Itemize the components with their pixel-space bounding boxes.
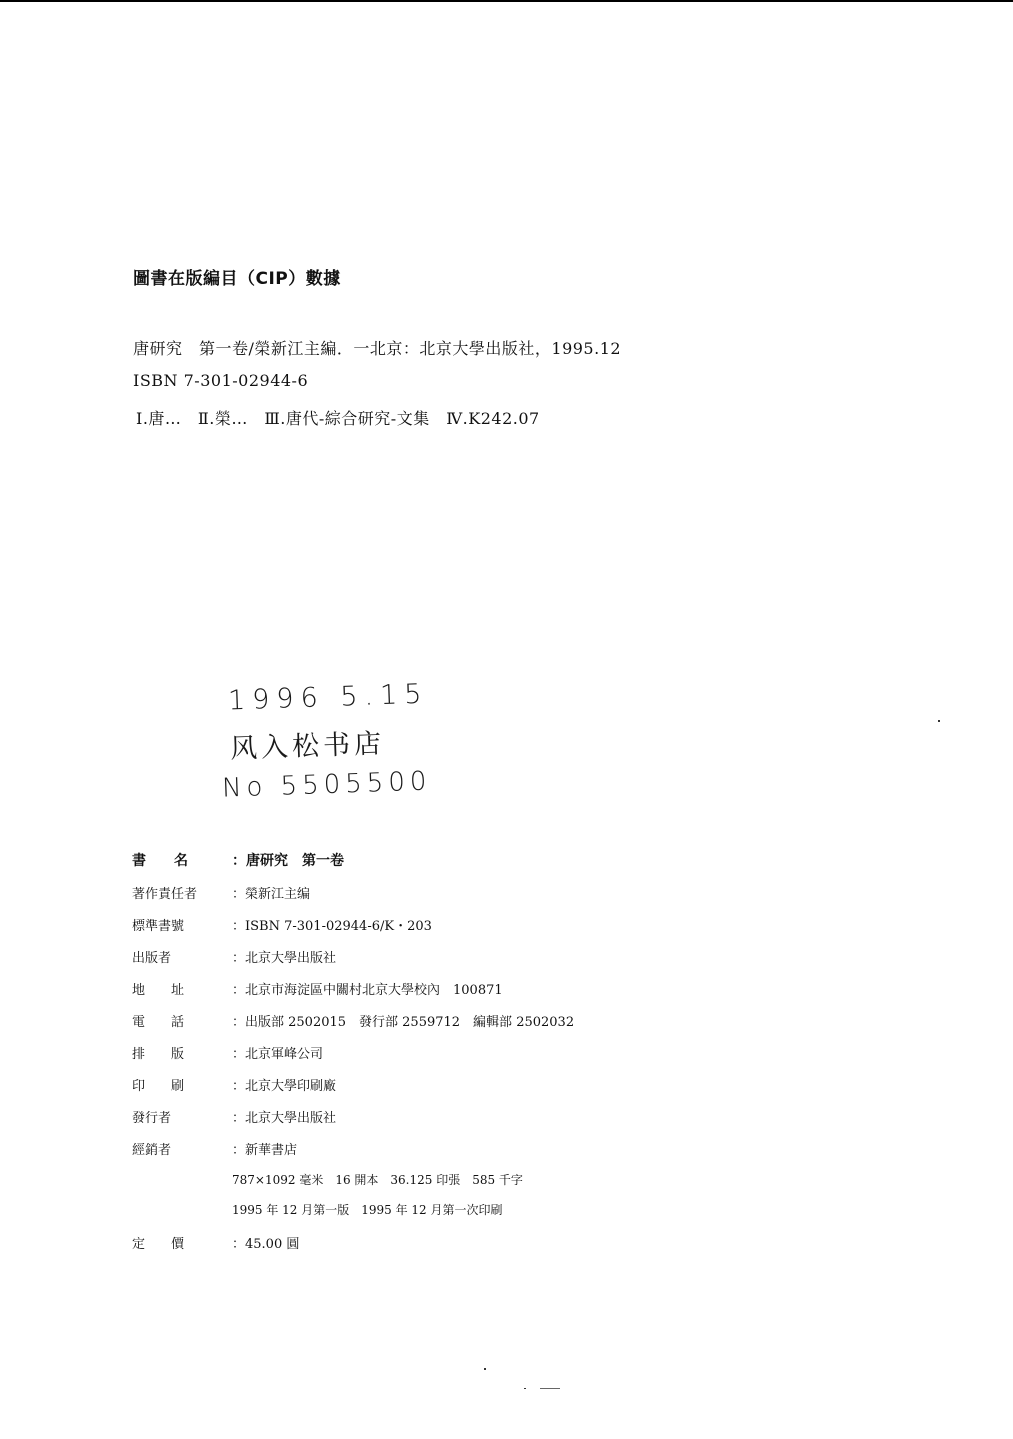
handwritten-date: 1996 5.15 <box>227 678 429 717</box>
colophon-value: 1995 年 12 月第一版 1995 年 12 月第一次印刷 <box>232 1203 503 1217</box>
cip-heading: 圖書在版編目（CIP）數據 <box>133 269 341 289</box>
colophon-value: ：北京大學印刷廠 <box>232 1079 337 1094</box>
colophon-label: 標準書號 <box>132 919 185 934</box>
colophon-value: ：出版部 2502015 發行部 2559712 編輯部 2502032 <box>232 1015 575 1030</box>
colophon-value: 787×1092 毫米 16 開本 36.125 印張 585 千字 <box>232 1173 523 1187</box>
scan-speck <box>938 720 940 722</box>
colophon-label: 出版者 <box>132 951 172 966</box>
colophon-value: ：ISBN 7-301-02944-6/K・203 <box>232 919 432 934</box>
colophon-value: ：北京市海淀區中關村北京大學校內 100871 <box>232 983 503 998</box>
colophon-label: 地 址 <box>132 983 185 998</box>
colophon-label: 著作責任者 <box>132 887 198 902</box>
colophon-value: ：北京大學出版社 <box>232 1111 337 1126</box>
scan-speck <box>484 1368 486 1370</box>
colophon-label: 電 話 <box>132 1015 185 1030</box>
cip-isbn-line: ISBN 7-301-02944-6 <box>133 371 309 390</box>
scan-speck <box>524 1388 526 1389</box>
colophon-value: ：新華書店 <box>232 1143 298 1158</box>
cip-bibliographic-line: 唐研究 第一卷/榮新江主編．一北京：北京大學出版社，1995.12 <box>133 339 622 358</box>
colophon-label: 定 價 <box>132 1237 185 1252</box>
scan-speck <box>540 1388 560 1389</box>
colophon-value: ：北京大學出版社 <box>232 951 337 966</box>
handwritten-number: No 5505500 <box>221 766 432 804</box>
colophon-label: 書 名 <box>132 853 188 869</box>
colophon-value: ：榮新江主编 <box>232 887 311 902</box>
handwritten-bookshop: 风入松书店 <box>229 728 386 765</box>
colophon-value: ：唐研究 第一卷 <box>232 853 344 869</box>
colophon-label: 印 刷 <box>132 1079 185 1094</box>
colophon-label: 經銷者 <box>132 1143 172 1158</box>
colophon-value: ：45.00 圓 <box>232 1237 300 1252</box>
top-border-line <box>0 0 1013 2</box>
colophon-value: ：北京軍峰公司 <box>232 1047 324 1062</box>
cip-subject-line: Ⅰ.唐… Ⅱ.榮… Ⅲ.唐代-綜合研究-文集 Ⅳ.K242.07 <box>136 409 540 428</box>
colophon-label: 排 版 <box>132 1047 185 1062</box>
colophon-label: 發行者 <box>132 1111 172 1126</box>
